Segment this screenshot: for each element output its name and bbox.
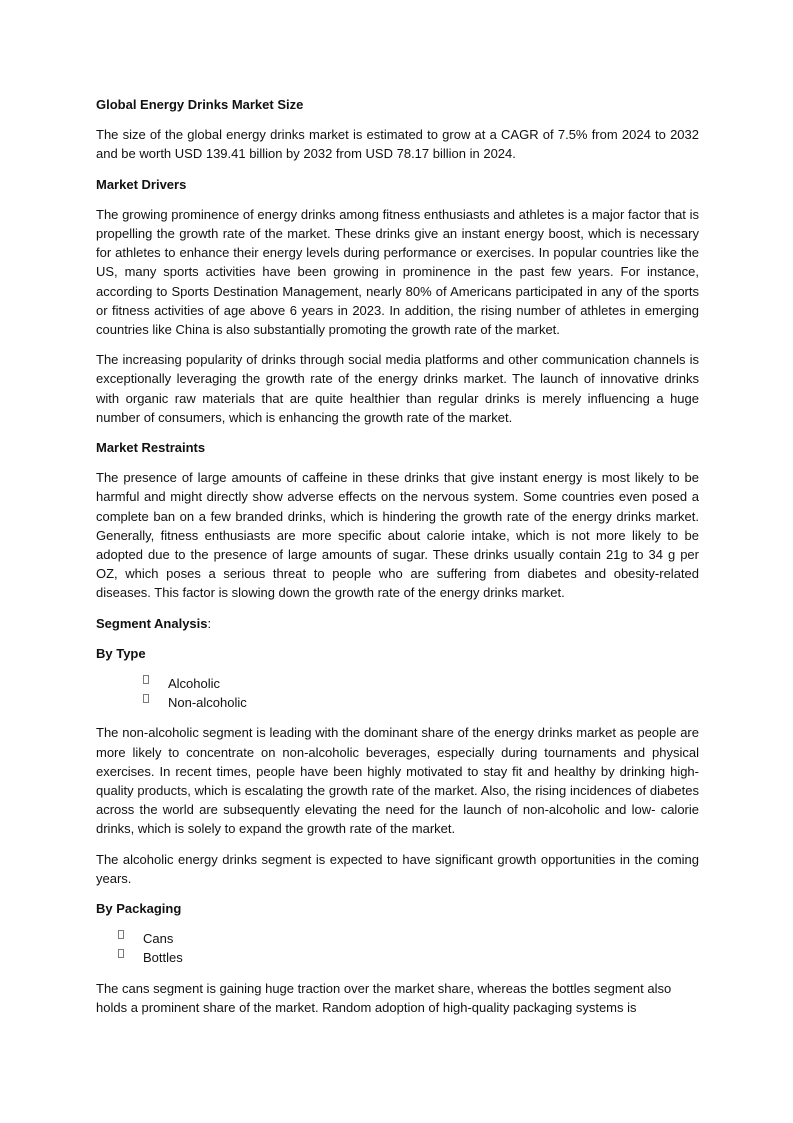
by-packaging-paragraph: The cans segment is gaining huge traction over the market share, whereas the bottles segment also holds a prominent share of the market. Random adoption of high-quality packaging systems is <box>96 980 672 1015</box>
by-type-paragraph-2: The alcoholic energy drinks segment is expected to have significant growth opportunities in the coming years. <box>96 851 699 886</box>
bullet-icon <box>143 694 149 703</box>
by-type-heading: By Type <box>96 645 146 661</box>
list-item-label: Alcoholic <box>168 676 221 692</box>
bullet-icon <box>118 930 124 939</box>
market-size-paragraph: The size of the global energy drinks market is estimated to grow at a CAGR of 7.5% from 2024 to 2032 and be worth USD 139.41 billion by 2032 from USD 78.17 billion in 2024. <box>96 127 699 162</box>
by-type-paragraph-1: The non-alcoholic segment is leading with the dominant share of the energy drinks market as people are more likely to concentrate on non-alcoholic beverages, especially during tournaments and physical exercises. In recent times, people have been highly motivated to stay fit and healthy by drinking high-quality products, which is escalating the growth rate of the market. Also, the rising incidences of diabetes across the world are subsequently elevating the need for the launch of non-alcoholic and low- calorie drinks, which is solely to expand the growth rate of the market. <box>96 725 699 837</box>
list-item-label: Non-alcoholic <box>168 695 247 711</box>
segment-analysis-title: Segment Analysis <box>96 615 208 631</box>
list-item <box>143 693 699 712</box>
list-item <box>118 929 699 948</box>
list-item-label: Cans <box>143 931 174 947</box>
market-drivers-paragraph-2: The increasing popularity of drinks through social media platforms and other communication channels is exceptionally leveraging the growth rate of the energy drinks market. The launch of innovative drinks with organic raw materials that are quite healthier than regular drinks is merely influencing a huge number of consumers, which is enhancing the growth rate of the market. <box>96 352 699 425</box>
market-drivers-paragraph-1: The growing prominence of energy drinks among fitness enthusiasts and athletes is a major factor that is propelling the growth rate of the market. These drinks give an instant energy boost, which is necessary for athletes to enhance their energy levels during performance or exercises. In popular countries like the US, many sports activities have been growing in prominence in the past few years. For instance, according to Sports Destination Management, nearly 80% of Americans participated in any of the sports or fitness activities of age above 6 years in 2023. In addition, the rising number of athletes in emerging countries like China is also substantially promoting the growth rate of the market. <box>96 206 699 338</box>
market-drivers-heading: Market Drivers <box>96 176 187 192</box>
list-item-label: Bottles <box>143 950 183 966</box>
bullet-icon <box>118 949 124 958</box>
by-type-list <box>96 674 699 712</box>
by-packaging-list <box>96 929 699 967</box>
market-restraints-paragraph: The presence of large amounts of caffeine in these drinks that give instant energy is most likely to be harmful and might directly show adverse effects on the nervous system. Some countries even posed a complete ban on a few branded drinks, which is hindering the growth rate of the energy drinks market. Generally, fitness enthusiasts are more specific about calorie intake, which is not more likely to be adopted due to the presence of large amounts of sugar. These drinks usually contain 21g to 34 g per OZ, which poses a serious threat to people who are suffering from diabetes and obesity-related diseases. This factor is slowing down the growth rate of the energy drinks market. <box>96 470 699 601</box>
segment-analysis-colon: : <box>207 615 212 631</box>
market-restraints-heading: Market Restraints <box>96 440 206 456</box>
bullet-icon <box>143 675 149 684</box>
by-packaging-heading: By Packaging <box>96 901 182 917</box>
list-item <box>143 674 699 693</box>
segment-analysis-heading <box>96 614 699 633</box>
list-item <box>118 948 699 967</box>
market-size-heading: Global Energy Drinks Market Size <box>96 97 304 112</box>
document-page <box>96 95 699 1028</box>
